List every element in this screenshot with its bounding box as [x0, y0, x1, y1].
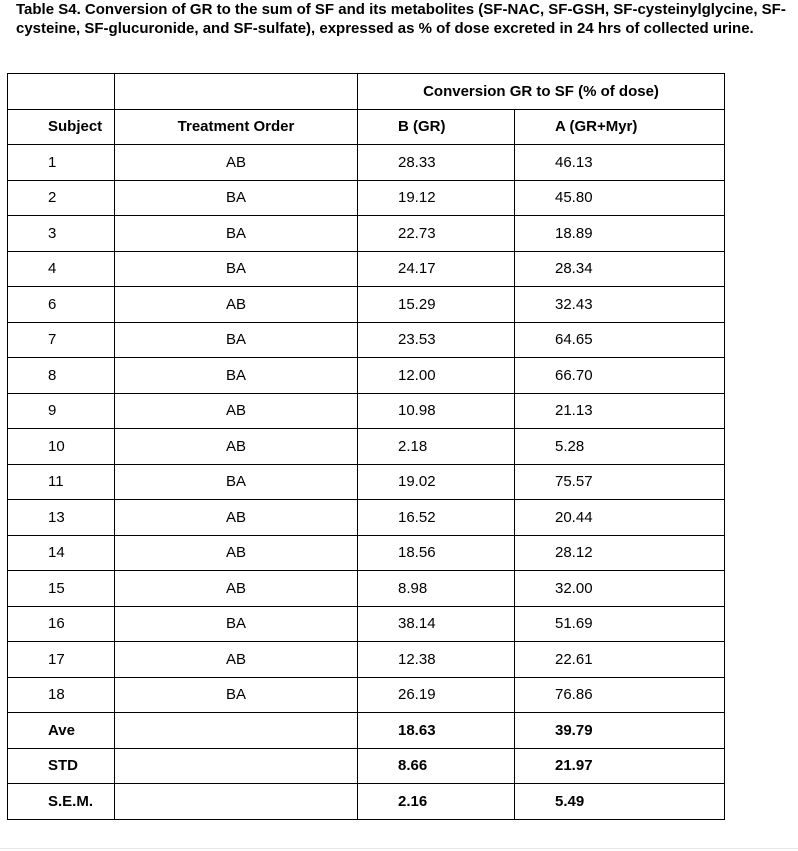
- table-row: [8, 571, 725, 607]
- table-body: [8, 74, 725, 820]
- b-gr-cell: 28.33: [358, 145, 515, 181]
- empty-cell: [115, 748, 358, 784]
- b-gr-cell: 19.12: [358, 180, 515, 216]
- subject-cell: 6: [8, 287, 115, 323]
- a-gr-myr-cell: 5.28: [515, 429, 725, 465]
- b-gr-cell: 26.19: [358, 677, 515, 713]
- subject-cell: 13: [8, 500, 115, 536]
- b-gr-cell: 10.98: [358, 393, 515, 429]
- summary-label-cell: STD: [8, 748, 115, 784]
- b-gr-cell: 12.38: [358, 642, 515, 678]
- conversion-span-header: Conversion GR to SF (% of dose): [358, 74, 725, 110]
- summary-a-cell: 39.79: [515, 713, 725, 749]
- summary-row: [8, 748, 725, 784]
- summary-label-cell: S.E.M.: [8, 784, 115, 820]
- a-gr-myr-cell: 64.65: [515, 322, 725, 358]
- table-row: [8, 322, 725, 358]
- treatment-order-cell: BA: [115, 358, 358, 394]
- subject-cell: 14: [8, 535, 115, 571]
- subject-cell: 11: [8, 464, 115, 500]
- treatment-order-cell: AB: [115, 571, 358, 607]
- treatment-order-cell: BA: [115, 606, 358, 642]
- treatment-order-cell: BA: [115, 216, 358, 252]
- a-gr-myr-cell: 22.61: [515, 642, 725, 678]
- subject-cell: 17: [8, 642, 115, 678]
- empty-cell: [115, 784, 358, 820]
- a-gr-myr-cell: 75.57: [515, 464, 725, 500]
- summary-b-cell: 18.63: [358, 713, 515, 749]
- a-gr-myr-cell: 46.13: [515, 145, 725, 181]
- b-gr-cell: 24.17: [358, 251, 515, 287]
- treatment-order-cell: AB: [115, 287, 358, 323]
- a-gr-myr-cell: 18.89: [515, 216, 725, 252]
- treatment-order-cell: BA: [115, 322, 358, 358]
- b-gr-cell: 2.18: [358, 429, 515, 465]
- empty-header-cell: [115, 74, 358, 110]
- treatment-order-cell: AB: [115, 145, 358, 181]
- empty-cell: [115, 713, 358, 749]
- table-row: [8, 535, 725, 571]
- a-gr-myr-header: A (GR+Myr): [515, 109, 725, 145]
- summary-row: [8, 713, 725, 749]
- a-gr-myr-cell: 66.70: [515, 358, 725, 394]
- treatment-order-cell: BA: [115, 251, 358, 287]
- span-header-row: [8, 74, 725, 110]
- b-gr-cell: 12.00: [358, 358, 515, 394]
- table-row: [8, 180, 725, 216]
- table-row: [8, 642, 725, 678]
- table-row: [8, 677, 725, 713]
- table-row: [8, 606, 725, 642]
- a-gr-myr-cell: 45.80: [515, 180, 725, 216]
- subject-cell: 8: [8, 358, 115, 394]
- treatment-order-cell: BA: [115, 677, 358, 713]
- table-row: [8, 358, 725, 394]
- summary-b-cell: 8.66: [358, 748, 515, 784]
- a-gr-myr-cell: 20.44: [515, 500, 725, 536]
- table-row: [8, 429, 725, 465]
- a-gr-myr-cell: 76.86: [515, 677, 725, 713]
- treatment-order-cell: AB: [115, 535, 358, 571]
- subject-header: Subject: [8, 109, 115, 145]
- a-gr-myr-cell: 51.69: [515, 606, 725, 642]
- a-gr-myr-cell: 28.12: [515, 535, 725, 571]
- a-gr-myr-cell: 21.13: [515, 393, 725, 429]
- bottom-divider: [0, 848, 798, 849]
- table-row: [8, 500, 725, 536]
- table-row: [8, 393, 725, 429]
- table-row: [8, 145, 725, 181]
- b-gr-cell: 18.56: [358, 535, 515, 571]
- a-gr-myr-cell: 28.34: [515, 251, 725, 287]
- treatment-order-cell: AB: [115, 393, 358, 429]
- b-gr-cell: 19.02: [358, 464, 515, 500]
- summary-a-cell: 21.97: [515, 748, 725, 784]
- subject-cell: 16: [8, 606, 115, 642]
- b-gr-header: B (GR): [358, 109, 515, 145]
- column-header-row: [8, 109, 725, 145]
- b-gr-cell: 15.29: [358, 287, 515, 323]
- subject-cell: 7: [8, 322, 115, 358]
- treatment-order-cell: AB: [115, 500, 358, 536]
- summary-label-cell: Ave: [8, 713, 115, 749]
- a-gr-myr-cell: 32.00: [515, 571, 725, 607]
- b-gr-cell: 23.53: [358, 322, 515, 358]
- b-gr-cell: 38.14: [358, 606, 515, 642]
- treatment-order-cell: BA: [115, 180, 358, 216]
- treatment-order-cell: BA: [115, 464, 358, 500]
- subject-cell: 15: [8, 571, 115, 607]
- b-gr-cell: 22.73: [358, 216, 515, 252]
- treatment-order-header: Treatment Order: [115, 109, 358, 145]
- b-gr-cell: 8.98: [358, 571, 515, 607]
- subject-cell: 10: [8, 429, 115, 465]
- subject-cell: 1: [8, 145, 115, 181]
- summary-row: [8, 784, 725, 820]
- table-caption: Table S4. Conversion of GR to the sum of SF and its metabolites (SF-NAC, SF-GSH, SF-cysteinylglycine, SF-cysteine, SF-glucuronide, and SF-sulfate), expressed as % of dose excreted in 24 hrs of collected urine.: [16, 1, 786, 37]
- subject-cell: 9: [8, 393, 115, 429]
- treatment-order-cell: AB: [115, 429, 358, 465]
- subject-cell: 2: [8, 180, 115, 216]
- subject-cell: 4: [8, 251, 115, 287]
- b-gr-cell: 16.52: [358, 500, 515, 536]
- summary-a-cell: 5.49: [515, 784, 725, 820]
- empty-header-cell: [8, 74, 115, 110]
- table-row: [8, 287, 725, 323]
- subject-cell: 3: [8, 216, 115, 252]
- a-gr-myr-cell: 32.43: [515, 287, 725, 323]
- table-row: [8, 216, 725, 252]
- subject-cell: 18: [8, 677, 115, 713]
- results-table: [7, 73, 725, 820]
- table-row: [8, 251, 725, 287]
- summary-b-cell: 2.16: [358, 784, 515, 820]
- table-row: [8, 464, 725, 500]
- treatment-order-cell: AB: [115, 642, 358, 678]
